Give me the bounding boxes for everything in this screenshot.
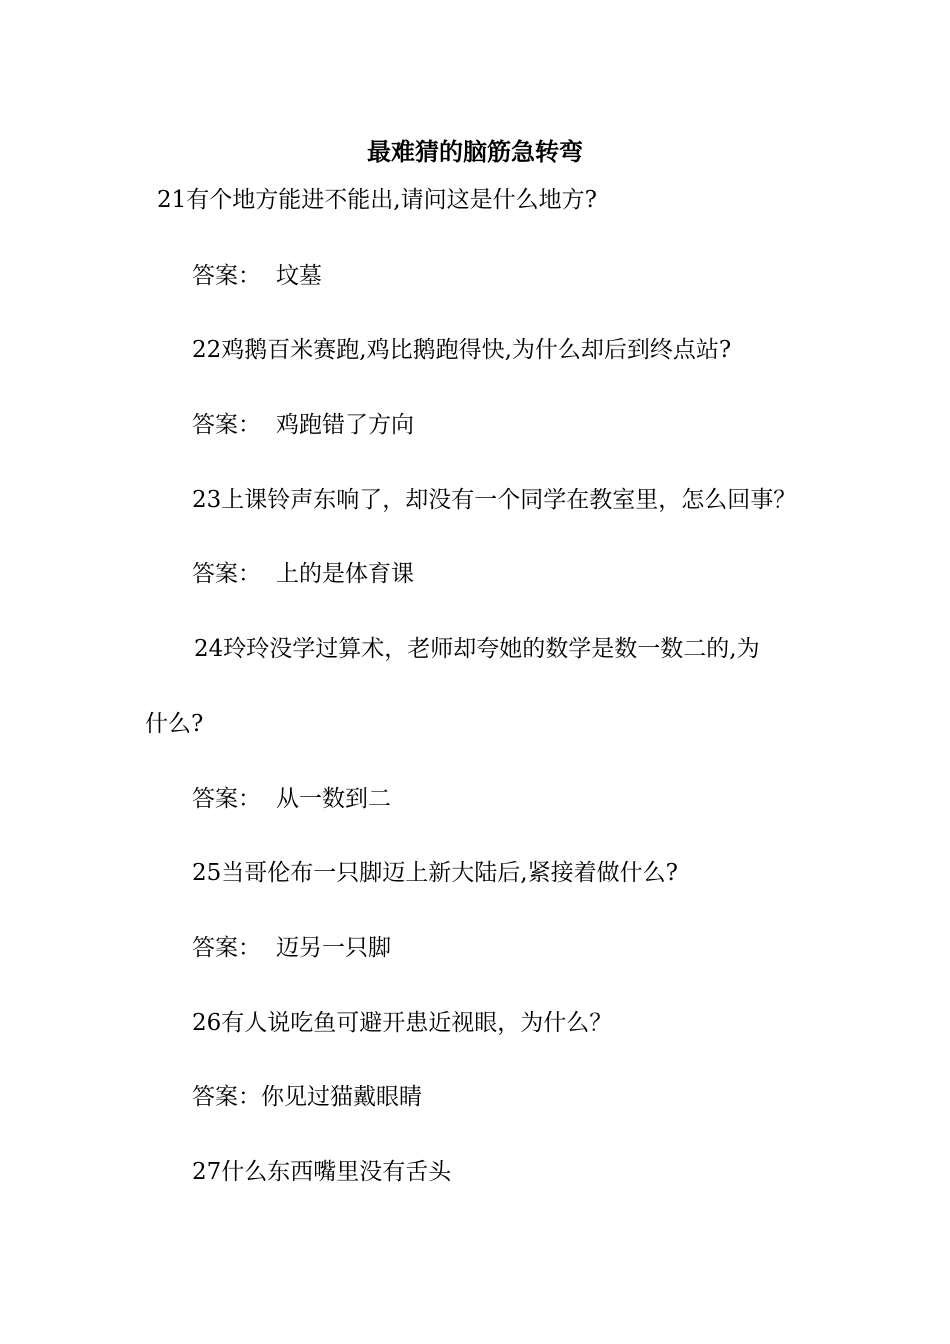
answer-text: 鸡跑错了方向 [276, 412, 414, 438]
question-24: 24玲玲没学过算术，老师却夸她的数学是数一数二的,为 [194, 636, 760, 662]
question-22: 22鸡鹅百米赛跑,鸡比鹅跑得快,为什么却后到终点站? [192, 337, 732, 363]
answer-label: 答案： [192, 412, 261, 438]
question-23: 23上课铃声东响了，却没有一个同学在教室里，怎么回事？ [192, 487, 797, 513]
answer-24 [192, 783, 391, 815]
answer-25 [192, 932, 391, 964]
answer-text: 从一数到二 [276, 786, 391, 812]
answer-label: 答案： [192, 786, 261, 812]
answer-label: 答案： [192, 935, 261, 961]
answer-23 [192, 558, 414, 590]
answer-label: 答案： [192, 561, 261, 587]
question-25: 25当哥伦布一只脚迈上新大陆后,紧接着做什么? [192, 860, 678, 886]
page-title: 最难猜的脑筋急转弯 [367, 138, 583, 166]
question-21: 21有个地方能进不能出,请问这是什么地方? [157, 187, 597, 213]
answer-label: 答案： [192, 263, 261, 289]
question-27: 27什么东西嘴里没有舌头 [192, 1159, 452, 1185]
question-26: 26有人说吃鱼可避开患近视眼，为什么？ [192, 1010, 613, 1036]
answer-22 [192, 409, 414, 441]
answer-26: 答案：你见过猫戴眼睛 [192, 1084, 422, 1110]
answer-text: 上的是体育课 [276, 561, 414, 587]
answer-21 [192, 260, 322, 292]
answer-text: 迈另一只脚 [276, 935, 391, 961]
question-24-continued: 什么? [145, 711, 204, 737]
answer-text: 坟墓 [276, 263, 322, 289]
